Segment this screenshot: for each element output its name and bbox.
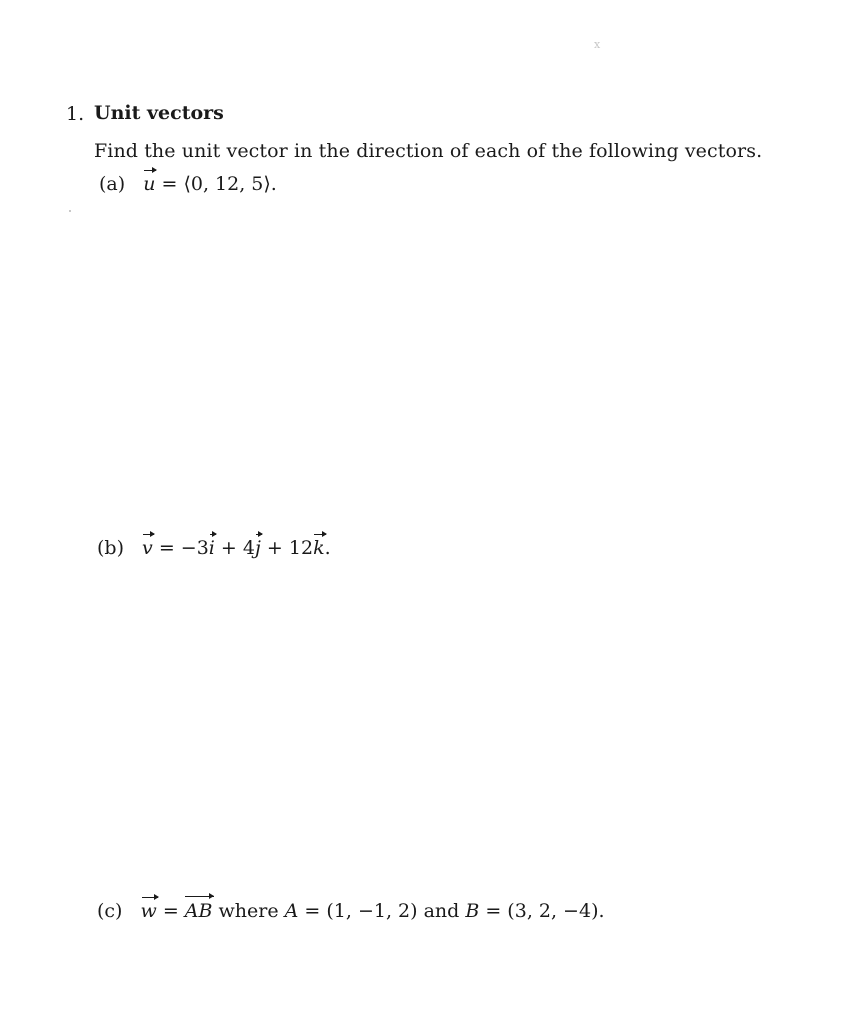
unit-vector-i: i xyxy=(208,537,215,559)
part-c xyxy=(97,900,605,922)
part-c-equals: = xyxy=(156,900,185,922)
problem-title: Unit vectors xyxy=(94,102,224,124)
part-a-label: (a) xyxy=(99,173,126,195)
problem-number: 1. xyxy=(66,103,85,125)
point-b-coords: = (3, 2, −4). xyxy=(479,900,605,922)
part-b-end: . xyxy=(324,537,331,559)
vector-v: v xyxy=(142,537,153,559)
part-c-where: where xyxy=(212,900,285,922)
vector-u: u xyxy=(143,173,156,195)
part-a-expression: ⟨0, 12, 5⟩. xyxy=(183,173,277,195)
part-a-equals: = xyxy=(155,173,184,195)
part-a xyxy=(99,173,277,195)
part-b-plus-k: + 12 xyxy=(260,537,314,559)
part-b-equals: = xyxy=(152,537,181,559)
stray-pencil-mark: x xyxy=(594,38,601,51)
point-a-name: A xyxy=(284,900,299,922)
unit-vector-k: k xyxy=(313,537,325,559)
part-b-plus-j: + 4 xyxy=(214,537,255,559)
part-b-label: (b) xyxy=(97,537,124,559)
vector-w: w xyxy=(140,900,157,922)
part-b-coef-i: −3 xyxy=(180,537,209,559)
unit-vector-j: j xyxy=(254,537,261,559)
problem-instructions: Find the unit vector in the direction of each of the following vectors. xyxy=(94,140,763,162)
part-c-label: (c) xyxy=(97,900,123,922)
point-a-coords: = (1, −1, 2) and xyxy=(298,900,466,922)
vector-ab: AB xyxy=(184,900,213,922)
part-b xyxy=(97,537,331,559)
point-b-name: B xyxy=(465,900,480,922)
stray-dot xyxy=(69,210,71,212)
